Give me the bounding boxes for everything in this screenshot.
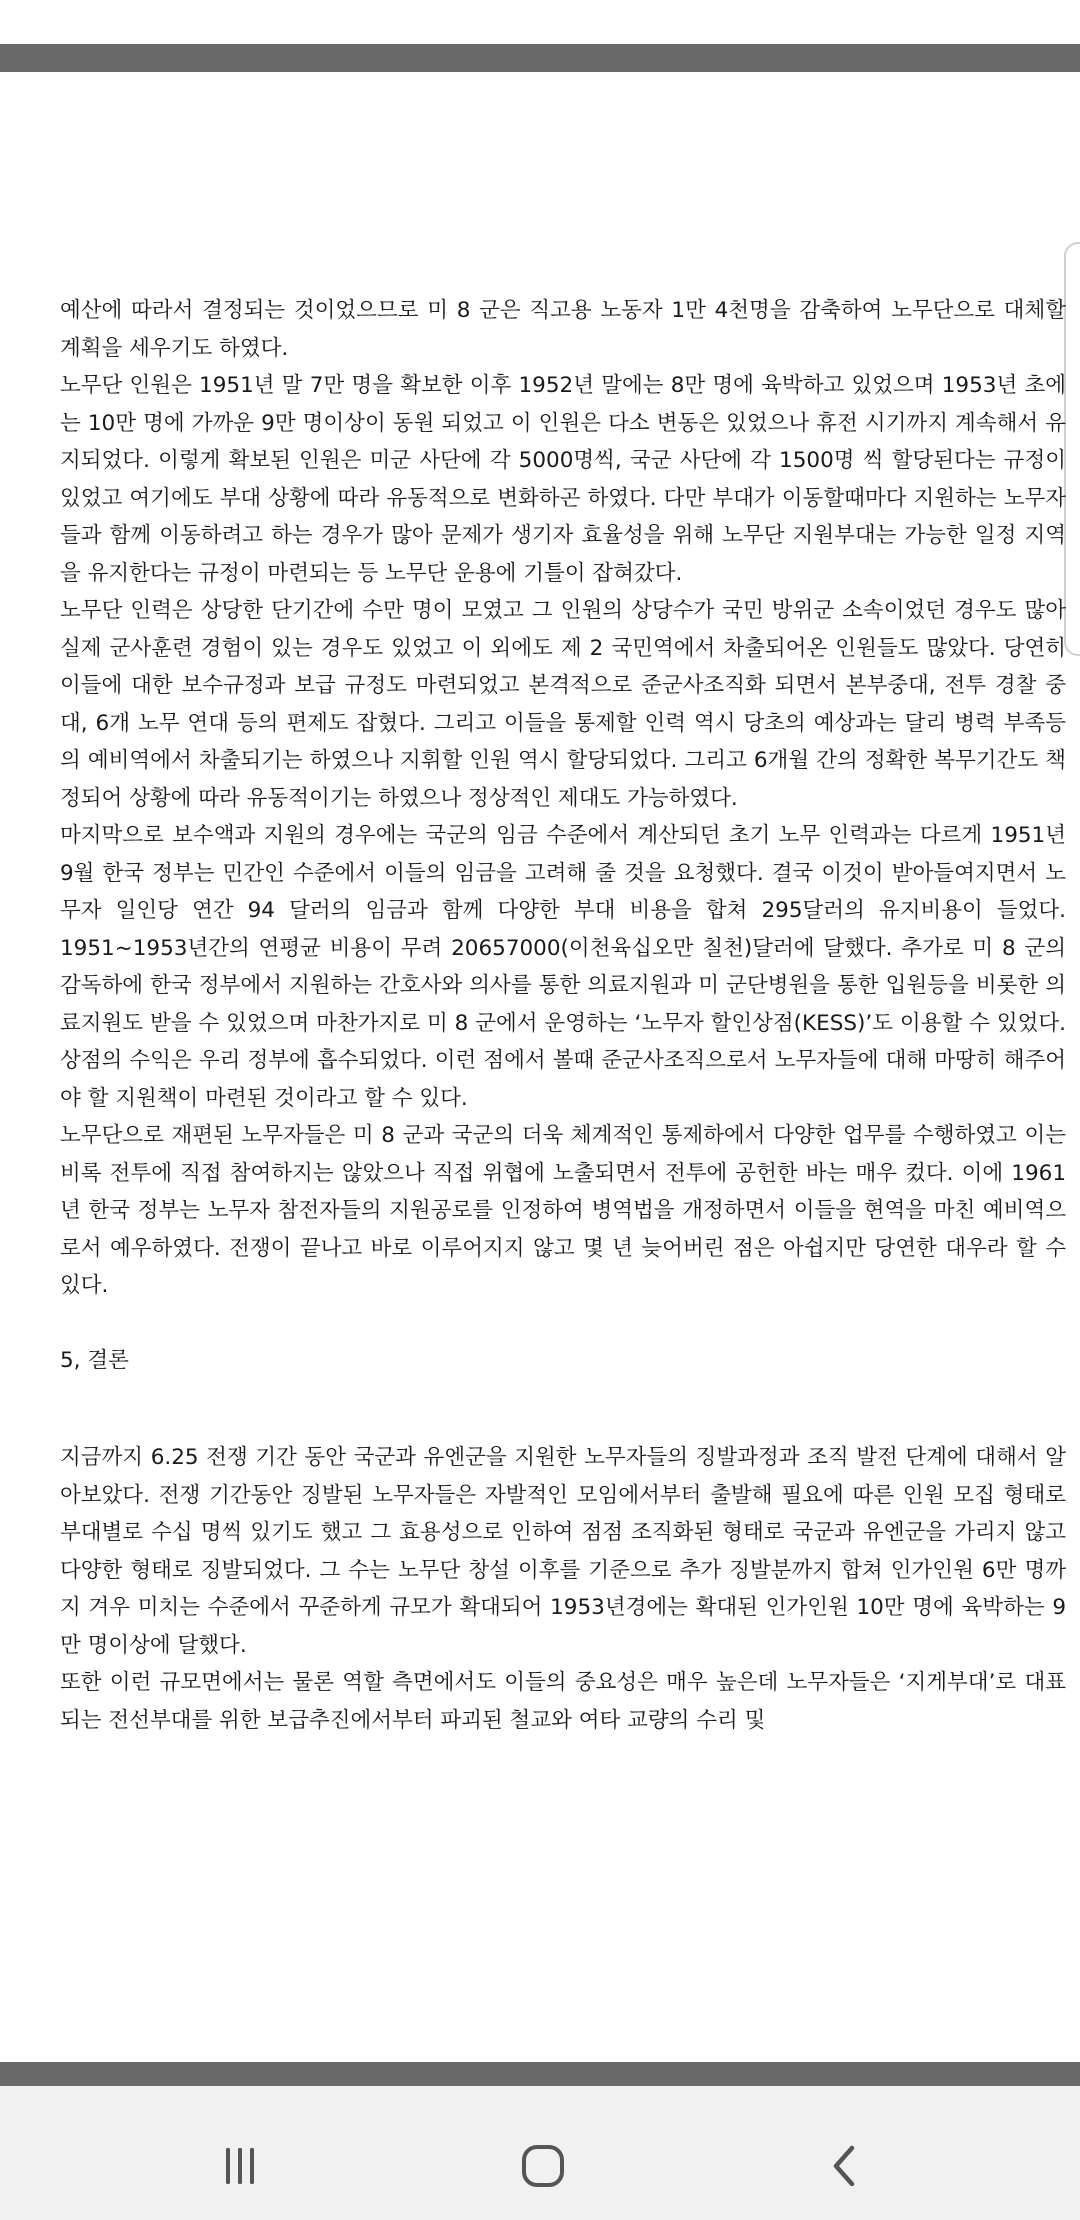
paragraph: 노무단 인원은 1951년 말 7만 명을 확보한 이후 1952년 말에는 8만 명에 육박하고 있었으며 1953년 초에는 10만 명에 가까운 9만 명이상이 동원 되었고 이 인원은 다소 변동은 있었으나 휴전 시기까지 계속해서 유지되었다. 이렇게 확보된 인원은 미군 사단에 각 5000명씩, 국군 사단에 각 1500명 씩 할당된다는 규정이 있었고 여기에도 부대 상황에 따라 유동적으로 변화하곤 하였다. 다만 부대가 이동할때마다 지원하는 노무자들과 함께 이동하려고 하는 경우가 많아 문제가 생기자 효율성을 위해 노무단 지원부대는 가능한 일정 지역을 유지한다는 규정이 마련되는 등 노무단 운용에 기틀이 잡혀갔다. — [60, 373, 1066, 586]
spacer — [60, 1379, 1066, 1439]
status-area — [0, 0, 1080, 44]
paragraph: 노무단 인력은 상당한 단기간에 수만 명이 모였고 그 인원의 상당수가 국민 방위군 소속이었던 경우도 많아 실제 군사훈련 경험이 있는 경우도 있었고 이 외에도 제 2 국민역에서 차출되어온 인원들도 많았다. 당연히 이들에 대한 보수규정과 보급 규정도 마련되었고 본격적으로 준군사조직화 되면서 본부중대, 전투 경찰 중대, 6개 노무 연대 등의 편제도 잡혔다. 그리고 이들을 통제할 인력 역시 당초의 예상과는 달리 병력 부족등의 예비역에서 차출되기는 하였으나 지휘할 인원 역시 할당되었다. 그리고 6개월 간의 정확한 복무기간도 책정되어 상황에 따라 유동적이기는 하였으나 정상적인 제대도 가능하였다. — [60, 598, 1066, 811]
page-top-border — [0, 44, 1080, 72]
spacer — [60, 1305, 1066, 1342]
paragraph: 마지막으로 보수액과 지원의 경우에는 국군의 임금 수준에서 계산되던 초기 노무 인력과는 다르게 1951년 9월 한국 정부는 민간인 수준에서 이들의 임금을 고려해 줄 것을 요청했다. 결국 이것이 받아들여지면서 노무자 일인당 연간 94 달러의 임금과 함께 다양한 부대 비용을 합쳐 295달러의 유지비용이 들었다. 1951~1953년간의 연평균 비용이 무려 20657000(이천육십오만 칠천)달러에 달했다. 추가로 미 8 군의 감독하에 한국 정부에서 지원하는 간호사와 의사를 통한 의료지원과 미 군단병원을 통한 입원등을 비롯한 의료지원도 받을 수 있었으며 마찬가지로 미 8 군에서 운영하는 ‘노무자 할인상점(KESS)’도 이용할 수 있었다. 상점의 수익은 우리 정부에 흡수되었다. 이런 점에서 볼때 준군사조직으로서 노무자들에 대해 마땅히 해주어야 할 지원책이 마련된 것이라고 할 수 있다. — [60, 823, 1066, 1111]
paragraph: 노무단으로 재편된 노무자들은 미 8 군과 국군의 더욱 체계적인 통제하에서 다양한 업무를 수행하였고 이는 비록 전투에 직접 참여하지는 않았으나 직접 위협에 노출되면서 전투에 공헌한 바는 매우 컸다. 이에 1961년 한국 정부는 노무자 참전자들의 지원공로를 인정하여 병역법을 개정하면서 이들을 현역을 마친 예비역으로서 예우하였다. 전쟁이 끝나고 바로 이루어지지 않고 몇 년 늦어버린 점은 아쉽지만 당연한 대우라 할 수 있다. — [60, 1123, 1066, 1298]
recent-apps-icon — [218, 2144, 262, 2188]
paragraph: 예산에 따라서 결정되는 것이었으므로 미 8 군은 직고용 노동자 1만 4천명을 감축하여 노무단으로 대체할 계획을 세우기도 하였다. — [60, 298, 1066, 361]
paragraph: 또한 이런 규모면에서는 물론 역할 측면에서도 이들의 중요성은 매우 높은데 노무자들은 ‘지게부대’로 대표되는 전선부대를 위한 보급추진에서부터 파괴된 철교와 여타 교량의 수리 및 — [60, 1670, 1066, 1733]
back-button[interactable] — [796, 2116, 896, 2216]
back-icon — [824, 2144, 868, 2188]
paragraph: 지금까지 6.25 전쟁 기간 동안 국군과 유엔군을 지원한 노무자들의 징발과정과 조직 발전 단계에 대해서 알아보았다. 전쟁 기간동안 징발된 노무자들은 자발적인 모임에서부터 출발해 필요에 따른 인원 모집 형태로 부대별로 수십 명씩 있기도 했고 그 효용성으로 인하여 점점 조직화된 형태로 국군과 유엔군을 가리지 않고 다양한 형태로 징발되었다. 그 수는 노무단 창설 이후를 기준으로 추가 징발분까지 합쳐 인가인원 6만 명까지 겨우 미치는 수준에서 꾸준하게 규모가 확대되어 1953년경에는 확대된 인가인원 10만 명에 육박하는 9만 명이상에 달했다. — [60, 1445, 1066, 1658]
page-bottom-border — [0, 2062, 1080, 2086]
home-button[interactable] — [493, 2116, 593, 2216]
system-navigation-bar — [0, 2086, 1080, 2220]
document-body — [60, 292, 1066, 1739]
scroll-handle[interactable] — [1064, 242, 1080, 656]
home-icon — [519, 2142, 567, 2190]
recent-apps-button[interactable] — [190, 2116, 290, 2216]
section-heading: 5, 결론 — [60, 1347, 129, 1373]
